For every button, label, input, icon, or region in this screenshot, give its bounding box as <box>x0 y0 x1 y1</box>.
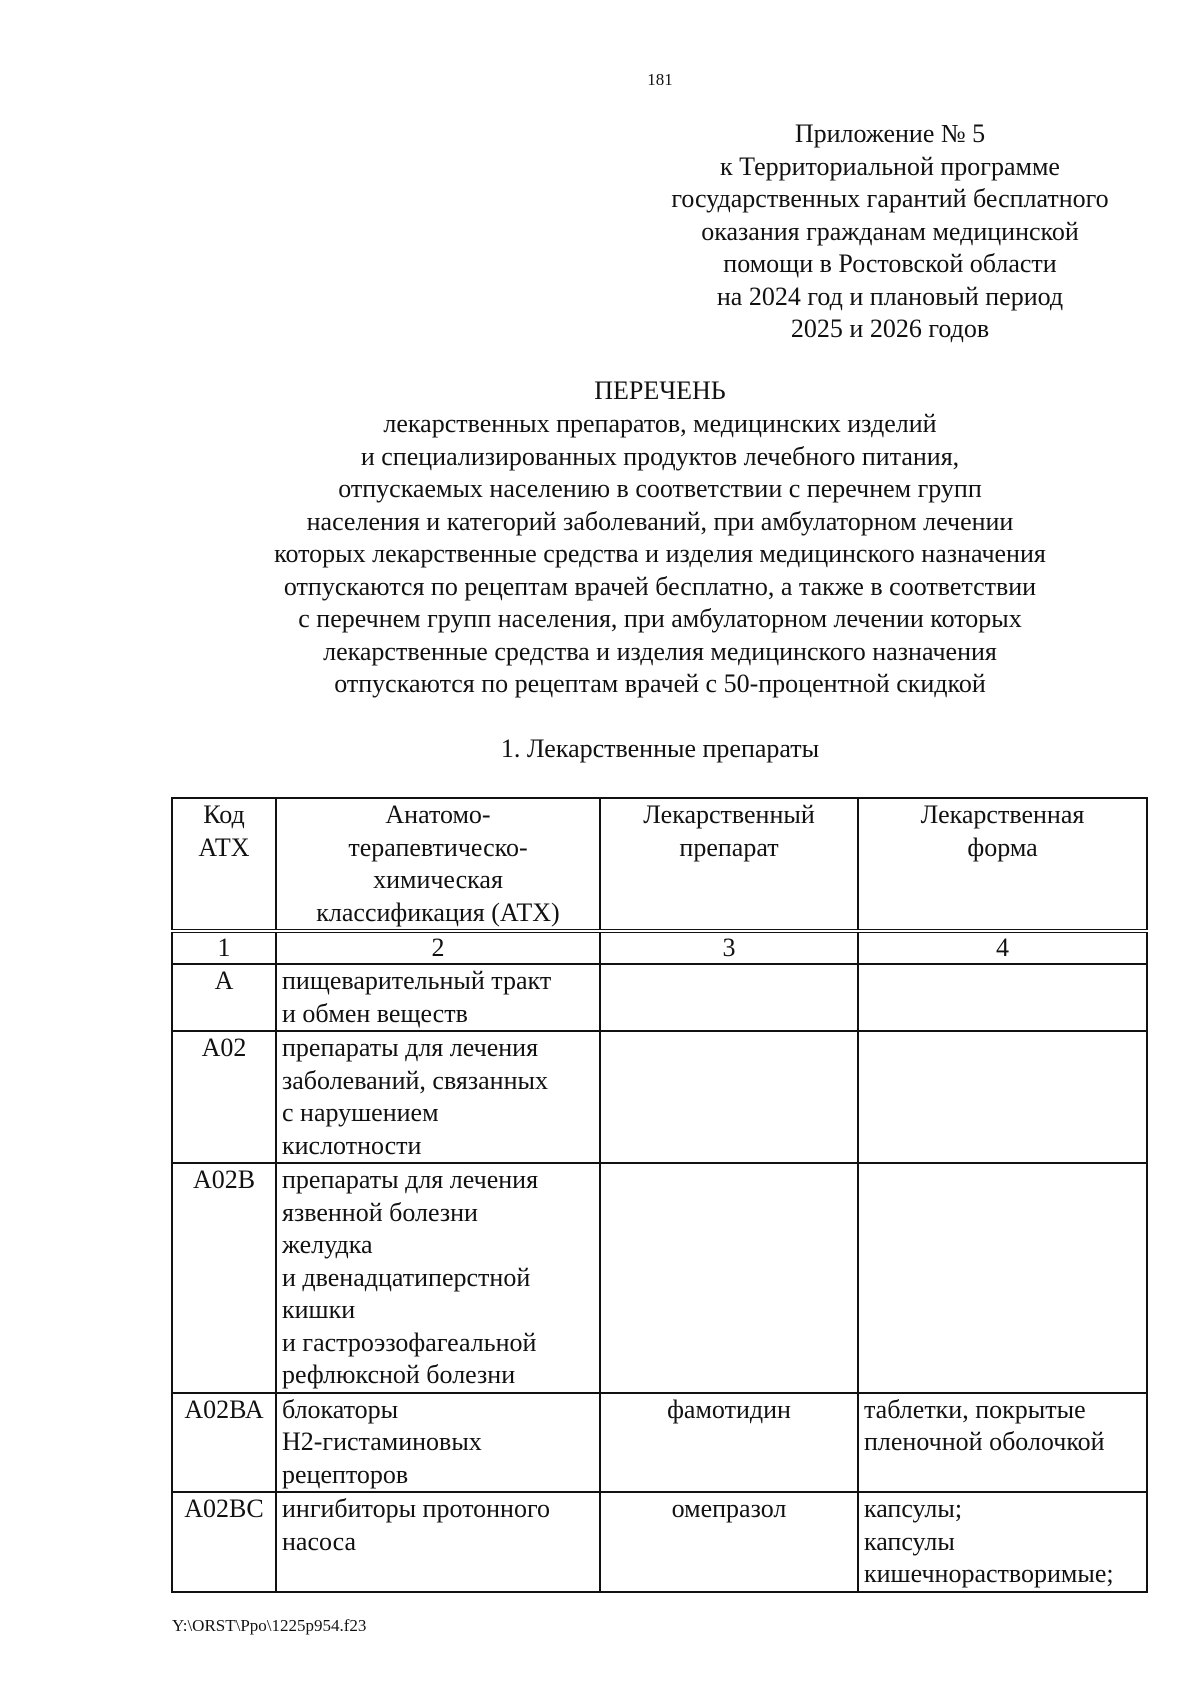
header-drug: Лекарственный препарат <box>600 798 858 931</box>
subtitle-line: которых лекарственные средства и изделия медицинского назначения <box>274 539 1046 568</box>
subtitle-line: с перечнем групп населения, при амбулаторном лечении которых <box>298 604 1022 633</box>
form-cell: капсулы; капсулы кишечнорастворимые; <box>858 1492 1147 1592</box>
subtitle-line: лекарственных препаратов, медицинских изделий <box>383 409 937 438</box>
header-classification: Анатомо- терапевтическо- химическая классификация (АТХ) <box>276 798 600 931</box>
table-row <box>172 964 1147 1031</box>
appendix-line: к Территориальной программе <box>720 151 1060 181</box>
drug-cell <box>600 964 858 1031</box>
drug-cell <box>600 1163 858 1393</box>
document-subtitle <box>0 408 1200 701</box>
form-cell <box>858 1163 1147 1393</box>
form-cell <box>858 1031 1147 1163</box>
table-row <box>172 1031 1147 1163</box>
drug-cell: фамотидин <box>600 1393 858 1493</box>
appendix-line: государственных гарантий бесплатного <box>671 184 1109 213</box>
column-number-row <box>172 931 1147 964</box>
table-row <box>172 1492 1147 1592</box>
atc-code-cell: А02ВА <box>172 1393 276 1493</box>
atc-code-cell: А <box>172 964 276 1031</box>
classification-cell: препараты для лечения заболеваний, связанных с нарушением кислотности <box>276 1031 600 1163</box>
subtitle-line: отпускаются по рецептам врачей с 50-процентной скидкой <box>334 669 986 698</box>
table-row <box>172 1393 1147 1493</box>
atc-code-cell: А02 <box>172 1031 276 1163</box>
classification-cell: блокаторы H2-гистаминовых рецепторов <box>276 1393 600 1493</box>
classification-cell: пищеварительный тракт и обмен веществ <box>276 964 600 1031</box>
drug-cell: омепразол <box>600 1492 858 1592</box>
subtitle-line: населения и категорий заболеваний, при амбулаторном лечении <box>306 506 1014 536</box>
drugs-table <box>171 797 1148 1593</box>
classification-cell: препараты для лечения язвенной болезни желудка и двенадцатиперстной кишки и гастроэзофагеальной рефлюксной болезни <box>276 1163 600 1393</box>
column-number: 1 <box>172 931 276 964</box>
subtitle-line: отпускаются по рецептам врачей бесплатно, а также в соответствии <box>283 571 1037 601</box>
drug-cell <box>600 1031 858 1163</box>
document-title: ПЕРЕЧЕНЬ <box>594 376 726 405</box>
subtitle-line: лекарственные средства и изделия медицинского назначения <box>323 636 997 666</box>
table-header-row <box>172 798 1147 931</box>
form-cell <box>858 964 1147 1031</box>
subtitle-line: отпускаемых населению в соответствии с перечнем групп <box>338 474 982 503</box>
form-cell: таблетки, покрытые пленочной оболочкой <box>858 1393 1147 1493</box>
appendix-line: на 2024 год и плановый период <box>716 281 1064 311</box>
column-number: 3 <box>600 931 858 964</box>
column-number: 2 <box>276 931 600 964</box>
atc-code-cell: А02ВС <box>172 1492 276 1592</box>
page-number: 181 <box>647 70 673 89</box>
header-form: Лекарственная форма <box>858 798 1147 931</box>
appendix-line: Приложение № 5 <box>794 119 986 148</box>
appendix-line: помощи в Ростовской области <box>723 249 1057 278</box>
appendix-line: оказания гражданам медицинской <box>701 216 1079 246</box>
column-number: 4 <box>858 931 1147 964</box>
classification-cell: ингибиторы протонного насоса <box>276 1492 600 1592</box>
table-row <box>172 1163 1147 1393</box>
atc-code-cell: А02В <box>172 1163 276 1393</box>
appendix-header <box>655 118 1125 346</box>
subtitle-line: и специализированных продуктов лечебного питания, <box>360 441 960 471</box>
header-atc-code: Код АТХ <box>172 798 276 931</box>
section-title: 1. Лекарственные препараты <box>500 734 820 763</box>
appendix-line: 2025 и 2026 годов <box>790 314 990 343</box>
file-path-footer: Y:\ORST\Ppo\1225p954.f23 <box>172 1616 367 1635</box>
